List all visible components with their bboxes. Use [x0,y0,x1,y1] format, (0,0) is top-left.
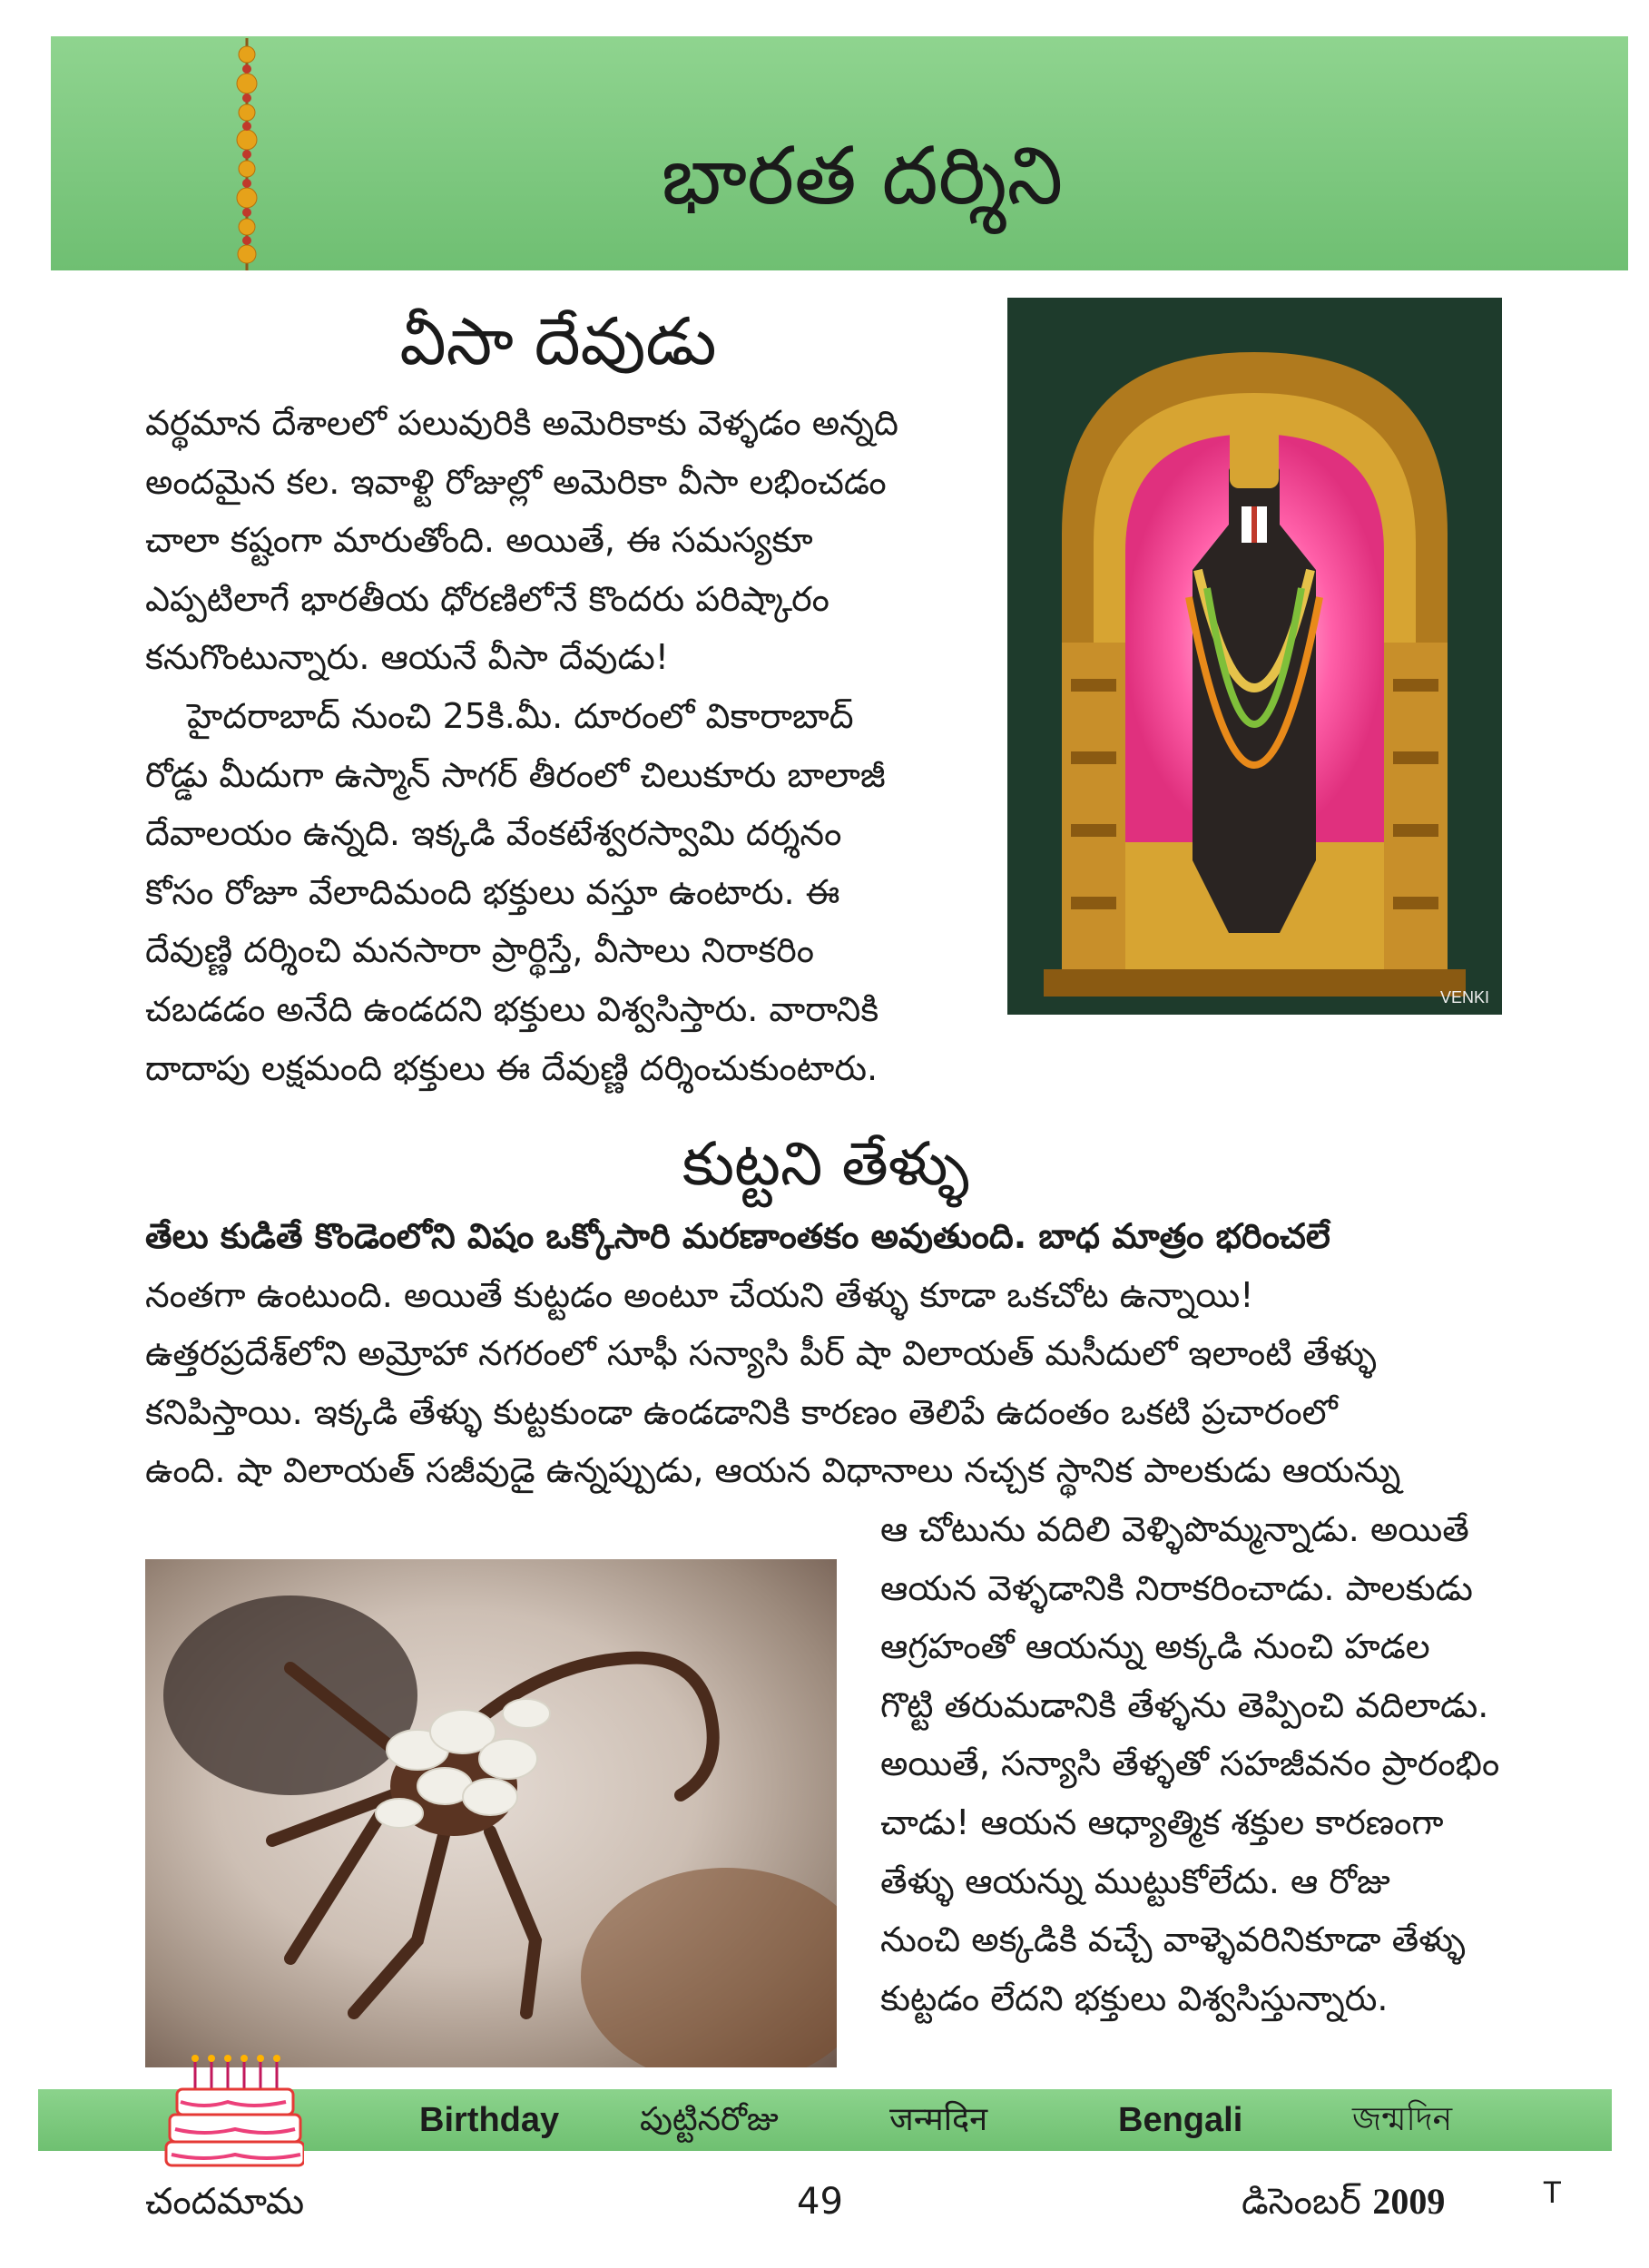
strip-item-english: Birthday [419,2101,560,2139]
text-line: కనుగొంటున్నారు. ఆయనే వీసా దేవుడు! [145,637,669,678]
footer-magazine-name: చందమామ [145,2181,305,2223]
strip-item-bengali: জন্মদিন [1352,2101,1453,2138]
artist-signature: VENKI [1439,988,1489,1006]
footer-mark: T [1543,2175,1562,2210]
scorpion-icon [145,1559,837,2067]
text-line: ఆగ్రహంతో ఆయన్ను అక్కడి నుంచి హడల [880,1626,1430,1667]
venkateswara-painting [1007,298,1502,1015]
text-line: ఎప్పటిలాగే భారతీయ ధోరణిలోనే కొందరు పరిష్కారం [145,578,829,619]
text-line: కోసం రోజూ వేలాదిమంది భక్తులు వస్తూ ఉంటారు. ఈ [145,871,840,912]
footer-month: డిసెంబర్ [1242,2181,1361,2223]
text-line: గొట్టి తరుమడానికి తేళ్ళను తెప్పించి వదిలాడు. [880,1684,1489,1725]
text-line: దాదాపు లక్షమంది భక్తులు ఈ దేవుణ్ణి దర్శించుకుంటారు. [145,1047,878,1088]
text-line: నంతగా ఉంటుంది. అయితే కుట్టడం అంటూ చేయని తేళ్ళు కూడా ఒకచోట ఉన్నాయి! [145,1274,1254,1315]
page-title: భారత దర్శిని [661,129,1064,222]
text-line: ఆయన వెళ్ళడానికి నిరాకరించాడు. పాలకుడు [880,1567,1473,1608]
article2-heading: కుట్టని తేళ్ళు [682,1129,970,1199]
text-line: ఆ చోటును వదిలి వెళ్ళిపొమ్మన్నాడు. అయితే [880,1509,1469,1549]
text-line: వర్థమాన దేశాలలో పలువురికి అమెరికాకు వెళ్ళడం అన్నది [145,403,898,443]
scorpion-photo [145,1559,837,2067]
text-line: చాడు! ఆయన ఆధ్యాత్మిక శక్తుల కారణంగా [880,1802,1444,1842]
text-line: ఉత్తరప్రదేశ్‌లోని అమ్రోహా నగరంలో సూఫీ సన్యాసి పీర్ షా విలాయత్ మసీదులో ఇలాంటి తేళ్ళు [145,1333,1377,1374]
article2-paragraph-full [145,1207,1525,1500]
article1-paragraph-2 [145,687,973,1097]
footer-date [1242,2175,1445,2229]
text-line: తేళ్ళు ఆయన్ను ముట్టుకోలేదు. ఆ రోజు [880,1861,1390,1901]
footer-page-number: 49 [797,2181,843,2223]
text-line: దేవుణ్ణి దర్శించి మనసారా ప్రార్థిస్తే, వీసాలు నిరాకరిం [145,930,815,971]
footer-year: 2009 [1372,2181,1446,2222]
text-line: కుట్టడం లేదని భక్తులు విశ్వసిస్తున్నారు. [880,1978,1389,2018]
text-line: ఉంది. షా విలాయత్ సజీవుడై ఉన్నప్పుడు, ఆయన విధానాలు నచ్చక స్థానిక పాలకుడు ఆయన్ను [145,1450,1401,1491]
deity-illustration-icon [1007,298,1502,1015]
birthday-cake-icon [159,2053,304,2171]
text-line: చబడడం అనేది ఉండదని భక్తులు విశ్వసిస్తారు. వారానికి [145,988,879,1029]
flower-garland-icon [227,38,267,270]
text-line: చాలా కష్టంగా మారుతోంది. అయితే, ఈ సమస్యకూ [145,520,813,561]
article1-paragraph-1 [145,394,973,687]
text-line: నుంచి అక్కడికి వచ్చే వాళ్ళెవరినికూడా తేళ్ళు [880,1919,1466,1960]
text-line: అందమైన కల. ఇవాళ్టి రోజుల్లో అమెరికా వీసా లభించడం [145,461,887,502]
text-line: రోడ్డు మీదుగా ఉస్మాన్ సాగర్ తీరంలో చిలుకూరు బాలాజీ [145,754,886,795]
text-line: తేలు కుడితే కొండెంలోని విషం ఒక్కోసారి మరణాంతకం అవుతుంది. బాధ మాత్రం భరించలే [145,1216,1330,1256]
text-line: కనిపిస్తాయి. ఇక్కడి తేళ్ళు కుట్టకుండా ఉండడానికి కారణం తెలిపే ఉదంతం ఒకటి ప్రచారంలో [145,1391,1338,1432]
strip-item-telugu: పుట్టినరోజు [640,2101,779,2138]
text-line: అయితే, సన్యాసి తేళ్ళతో సహజీవనం ప్రారంభిం [880,1743,1500,1784]
article1-heading: వీసా దేవుడు [399,303,717,379]
text-line: దేవాలయం ఉన్నది. ఇక్కడి వేంకటేశ్వరస్వామి దర్శనం [145,813,842,854]
article2-paragraph-column [880,1500,1525,2027]
strip-item-hindi: जन्मदिन [889,2101,988,2138]
text-line: హైదరాబాద్ నుంచి 25కి.మీ. దూరంలో వికారాబాద్ [187,696,854,736]
strip-item-language: Bengali [1118,2101,1243,2139]
